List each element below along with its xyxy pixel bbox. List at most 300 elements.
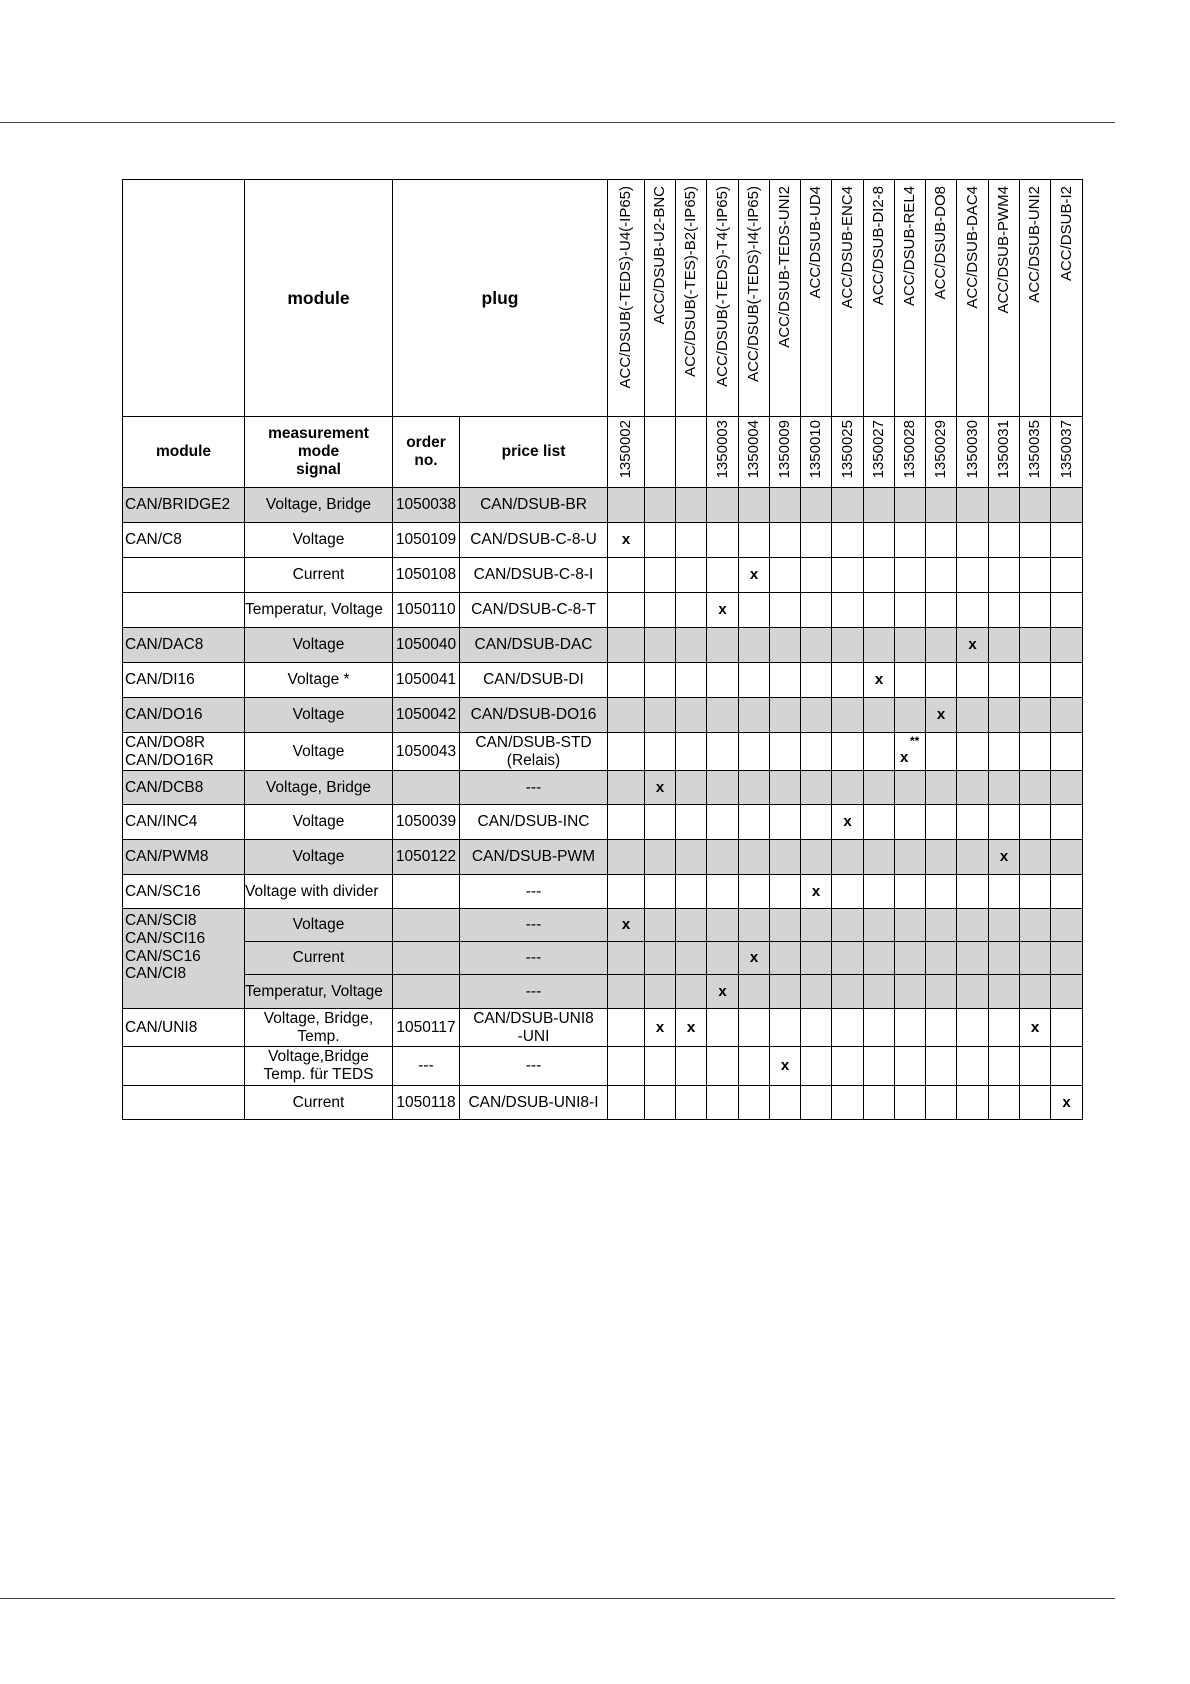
module-cell [123, 733, 245, 771]
compat-cell [608, 593, 645, 628]
plug-name: ACC/DSUB-I2 [1057, 186, 1075, 282]
compat-cell [801, 840, 832, 875]
module-name: CAN/DO8R [125, 733, 206, 751]
compat-cell [926, 975, 957, 1009]
order-no-cell [393, 558, 460, 593]
compat-cell [801, 698, 832, 733]
measurement-mode: Voltage [292, 916, 345, 934]
compat-cell [1020, 523, 1051, 558]
compat-cell [707, 698, 739, 733]
order-no: 1050040 [395, 636, 457, 654]
compat-cell [770, 523, 801, 558]
compat-cell [1051, 628, 1083, 663]
compat-cell [989, 1047, 1020, 1086]
compat-cell [926, 1009, 957, 1047]
compat-cell [707, 488, 739, 523]
header-order-no [393, 417, 460, 488]
compat-cell [676, 975, 707, 1009]
plug-name-header [895, 180, 926, 417]
compat-cell [676, 1047, 707, 1086]
compat-cell [1020, 771, 1051, 805]
footnote-mark: ** [910, 734, 920, 748]
plug-name-header [989, 180, 1020, 417]
compat-cell [770, 593, 801, 628]
compat-cell [926, 628, 957, 663]
compat-cell [832, 909, 864, 942]
compat-cell [707, 523, 739, 558]
compat-cell [832, 1009, 864, 1047]
measurement-mode-cell [245, 698, 393, 733]
compat-cell [832, 875, 864, 909]
compat-cell [895, 488, 926, 523]
compat-cell [707, 558, 739, 593]
compat-cell [739, 1009, 770, 1047]
plug-order-header [676, 417, 707, 488]
plug-name: ACC/DSUB-DAC4 [963, 186, 981, 309]
module-cell [123, 875, 245, 909]
order-no: 1050108 [395, 566, 457, 584]
module-name: CAN/DO16 [125, 706, 203, 724]
compat-cell [864, 1047, 895, 1086]
compat-cell [989, 698, 1020, 733]
compat-cell [770, 1009, 801, 1047]
order-no: --- [418, 1057, 434, 1075]
plug-order-no: 1350009 [776, 420, 794, 479]
compat-cell [895, 875, 926, 909]
compat-cell [645, 975, 676, 1009]
plug-order-no: 1350037 [1057, 420, 1075, 479]
plug-name: ACC/DSUB(-TES)-B2(-IP65) [682, 186, 700, 377]
order-no: 1050041 [395, 671, 457, 689]
compat-cell [1051, 840, 1083, 875]
compat-cell [770, 771, 801, 805]
compat-cell [608, 875, 645, 909]
compat-cell [676, 771, 707, 805]
price-list-cell [460, 698, 608, 733]
price-list-cell [460, 909, 608, 942]
compat-cell [739, 663, 770, 698]
compat-cell [645, 805, 676, 840]
order-no-cell [393, 1086, 460, 1120]
price-list-item: CAN/DSUB-DI [483, 671, 584, 689]
table-row [123, 1009, 1083, 1047]
compat-cell [989, 523, 1020, 558]
table-row [123, 733, 1083, 771]
plug-name-header [1020, 180, 1051, 417]
module-name: CAN/PWM8 [125, 848, 209, 866]
measurement-mode-cell [245, 805, 393, 840]
table-row [123, 698, 1083, 733]
compat-cell [608, 628, 645, 663]
compat-cell [801, 805, 832, 840]
compat-cell [645, 875, 676, 909]
plug-name: ACC/DSUB-UNI2 [1026, 186, 1044, 303]
compat-cell [676, 523, 707, 558]
price-list-cell [460, 1047, 608, 1086]
compat-cell [676, 593, 707, 628]
compat-cell [957, 805, 989, 840]
compat-cell [864, 840, 895, 875]
compat-cell [801, 558, 832, 593]
plug-order-header [864, 417, 895, 488]
compat-cell [645, 663, 676, 698]
module-name: CAN/BRIDGE2 [125, 496, 231, 514]
compat-cell [707, 1047, 739, 1086]
compat-cell [957, 523, 989, 558]
compat-cell [864, 1086, 895, 1120]
measurement-mode: Voltage with divider [245, 882, 379, 900]
compat-cell [957, 663, 989, 698]
module-name: CAN/INC4 [125, 813, 198, 831]
order-no-cell [393, 698, 460, 733]
plug-order-no: 1350002 [617, 420, 635, 479]
order-no-cell [393, 628, 460, 663]
price-list-item: CAN/DSUB-STD [475, 733, 592, 751]
compat-cell [707, 805, 739, 840]
module-name: CAN/SCI8 [125, 912, 197, 929]
compat-cell [707, 942, 739, 975]
compat-cell [770, 558, 801, 593]
compat-cell [864, 875, 895, 909]
compat-mark: x [999, 848, 1009, 866]
price-list-cell [460, 663, 608, 698]
plug-order-header [957, 417, 989, 488]
header-price-list: price list [460, 417, 608, 488]
compat-mark-cell [926, 698, 957, 733]
header-measurement-mode [245, 417, 393, 488]
plug-name: ACC/DSUB(-TEDS)-I4(-IP65) [745, 186, 763, 382]
compat-cell [739, 523, 770, 558]
compat-cell [801, 663, 832, 698]
compat-cell [801, 975, 832, 1009]
compat-mark-cell [608, 523, 645, 558]
compat-cell [1051, 875, 1083, 909]
compat-cell [832, 771, 864, 805]
compat-cell [895, 1009, 926, 1047]
header-module-sub: module [123, 417, 245, 488]
price-list-cell [460, 805, 608, 840]
compat-cell [1051, 593, 1083, 628]
header-measurement-line: signal [296, 460, 341, 478]
compat-cell [707, 663, 739, 698]
compat-cell [895, 840, 926, 875]
compat-cell [801, 1086, 832, 1120]
module-cell [123, 840, 245, 875]
table-row [123, 523, 1083, 558]
compat-cell [707, 1086, 739, 1120]
price-list-item: --- [525, 1057, 542, 1075]
compat-cell [895, 975, 926, 1009]
compat-cell [1020, 875, 1051, 909]
plug-name-header [739, 180, 770, 417]
compat-cell [707, 875, 739, 909]
plug-name-header [770, 180, 801, 417]
compat-cell [608, 975, 645, 1009]
compat-mark: x [749, 949, 759, 967]
compat-cell [1051, 698, 1083, 733]
module-name: CAN/DO16R [125, 751, 214, 769]
plug-name: ACC/DSUB-DO8 [932, 186, 950, 300]
header-empty-cell [123, 180, 245, 417]
price-list-item: CAN/DSUB-INC [477, 813, 590, 831]
compat-cell [645, 840, 676, 875]
measurement-mode: Current [292, 949, 345, 967]
module-name: CAN/CI8 [125, 965, 187, 983]
price-list-cell [460, 628, 608, 663]
compat-cell [676, 942, 707, 975]
compat-mark-cell [645, 771, 676, 805]
compat-cell [864, 698, 895, 733]
module-name: CAN/DI16 [125, 671, 195, 689]
order-no-cell [393, 771, 460, 805]
table-header-row-plugs [123, 180, 1083, 417]
price-list-item: --- [525, 882, 542, 900]
measurement-mode: Voltage [292, 706, 345, 724]
plug-order-no: 1350027 [870, 420, 888, 479]
compat-cell [608, 663, 645, 698]
price-list-item: CAN/DSUB-C-8-I [473, 566, 594, 584]
plug-name: ACC/DSUB-TEDS-UNI2 [776, 186, 794, 348]
compat-mark: x [718, 601, 727, 619]
measurement-mode-cell [245, 875, 393, 909]
compat-cell [832, 942, 864, 975]
table-row [123, 909, 1083, 942]
plug-order-header [989, 417, 1020, 488]
compat-cell [864, 975, 895, 1009]
measurement-mode-cell [245, 942, 393, 975]
compat-cell [864, 805, 895, 840]
table-row [123, 558, 1083, 593]
compat-cell [739, 875, 770, 909]
price-list-item: --- [525, 949, 542, 967]
order-no: 1050039 [395, 813, 457, 831]
compat-cell [707, 771, 739, 805]
measurement-mode: Current [292, 1093, 345, 1111]
compat-cell [801, 628, 832, 663]
compat-cell [707, 1009, 739, 1047]
measurement-mode: Voltage [292, 531, 345, 549]
compat-cell [801, 593, 832, 628]
compat-cell [926, 663, 957, 698]
order-no: 1050109 [395, 531, 457, 549]
compat-cell [832, 663, 864, 698]
compat-cell [957, 771, 989, 805]
compat-cell [1020, 698, 1051, 733]
compat-cell [832, 1047, 864, 1086]
compat-cell [895, 1086, 926, 1120]
module-cell [123, 663, 245, 698]
plug-name: ACC/DSUB-REL4 [901, 186, 919, 307]
header-order-line: order [406, 434, 446, 452]
measurement-mode-cell [245, 975, 393, 1009]
compat-mark-cell [989, 840, 1020, 875]
price-list-cell [460, 558, 608, 593]
compat-cell [1020, 1047, 1051, 1086]
compat-mark-cell [608, 909, 645, 942]
plug-order-no: 1350028 [901, 420, 919, 479]
measurement-mode: Voltage [292, 742, 345, 760]
compat-cell [801, 488, 832, 523]
compat-cell [832, 523, 864, 558]
measurement-mode-cell [245, 523, 393, 558]
compat-cell [864, 942, 895, 975]
compat-mark: x [655, 778, 665, 796]
compat-mark-cell [770, 1047, 801, 1086]
compat-cell [676, 488, 707, 523]
compat-cell [770, 733, 801, 771]
compat-cell [926, 909, 957, 942]
measurement-mode: Current [292, 566, 345, 584]
module-name: CAN/SCI16 [125, 929, 206, 947]
compat-cell [1051, 733, 1083, 771]
compat-cell [957, 1047, 989, 1086]
compat-cell [1020, 942, 1051, 975]
price-list-cell [460, 875, 608, 909]
compat-cell [926, 488, 957, 523]
compat-cell [1020, 1086, 1051, 1120]
measurement-mode: Temp. für TEDS [263, 1066, 374, 1083]
compat-cell [770, 663, 801, 698]
measurement-mode: Temp. [297, 1027, 340, 1045]
measurement-mode-cell [245, 1086, 393, 1120]
table-row [123, 805, 1083, 840]
compat-cell [989, 1086, 1020, 1120]
measurement-mode: Voltage [292, 848, 345, 866]
price-list-cell [460, 1086, 608, 1120]
price-list-cell [460, 771, 608, 805]
compat-cell [1020, 840, 1051, 875]
plug-order-no: 1350035 [1026, 420, 1044, 479]
module-cell [123, 1047, 245, 1086]
header-module: module [245, 180, 393, 417]
compat-mark-cell [739, 942, 770, 975]
compat-cell [957, 840, 989, 875]
compat-cell [1020, 909, 1051, 942]
header-rule [0, 122, 1115, 123]
compat-cell [864, 593, 895, 628]
compat-cell [832, 1086, 864, 1120]
compat-cell [1051, 488, 1083, 523]
plug-name: ACC/DSUB(-TEDS)-T4(-IP65) [713, 186, 731, 387]
compat-cell [770, 805, 801, 840]
module-name: CAN/C8 [125, 531, 182, 549]
plug-name: ACC/DSUB-DI2-8 [870, 186, 888, 306]
compat-cell [801, 909, 832, 942]
compat-cell [957, 909, 989, 942]
plug-name-header [801, 180, 832, 417]
compat-cell [770, 975, 801, 1009]
price-list-item: CAN/DSUB-BR [480, 496, 587, 514]
header-plug: plug [393, 180, 608, 417]
compat-cell [608, 942, 645, 975]
compat-cell [707, 840, 739, 875]
compat-cell [1020, 805, 1051, 840]
module-name: CAN/SC16 [125, 947, 201, 965]
compat-cell [676, 840, 707, 875]
table-row [123, 975, 1083, 1009]
table-row [123, 488, 1083, 523]
compat-cell [645, 698, 676, 733]
table-row [123, 1086, 1083, 1120]
price-list-item: CAN/DSUB-C-8-T [471, 601, 596, 619]
compat-mark-cell [676, 1009, 707, 1047]
module-name: CAN/DAC8 [125, 636, 204, 654]
order-no-cell [393, 805, 460, 840]
compat-cell [832, 698, 864, 733]
price-list-item: CAN/DSUB-DO16 [470, 706, 597, 724]
compat-cell [1051, 663, 1083, 698]
plug-name-header [1051, 180, 1083, 417]
measurement-mode: Voltage,Bridge [268, 1048, 369, 1066]
order-no: 1050042 [395, 706, 457, 724]
compat-mark: x [1062, 1093, 1071, 1111]
compat-cell [895, 628, 926, 663]
compat-mark: x [1030, 1018, 1040, 1036]
compat-cell [801, 733, 832, 771]
plug-order-header [801, 417, 832, 488]
header-order-line: no. [414, 452, 438, 469]
measurement-mode: Voltage, Bridge [265, 496, 372, 514]
compat-cell [989, 593, 1020, 628]
price-list-item: (Relais) [506, 751, 561, 769]
compat-mark: x [780, 1057, 790, 1075]
compat-cell [739, 805, 770, 840]
measurement-mode-cell [245, 1047, 393, 1086]
plug-order-no: 1350029 [932, 420, 950, 479]
module-cell [123, 909, 245, 1009]
compat-cell [832, 975, 864, 1009]
compat-mark-cell [957, 628, 989, 663]
compat-mark: x [749, 566, 759, 584]
compat-cell [645, 558, 676, 593]
compat-cell [895, 523, 926, 558]
compat-cell [832, 593, 864, 628]
measurement-mode: Voltage * [287, 671, 350, 689]
compat-cell [608, 771, 645, 805]
compat-cell [645, 593, 676, 628]
compat-cell [895, 1047, 926, 1086]
order-no: 1050122 [395, 848, 457, 866]
accessory-compatibility-table [122, 179, 1083, 1120]
compat-cell [989, 733, 1020, 771]
compat-cell [608, 1009, 645, 1047]
compat-cell [1020, 663, 1051, 698]
compat-cell [1051, 558, 1083, 593]
plug-order-header [832, 417, 864, 488]
compat-cell [895, 593, 926, 628]
measurement-mode: Voltage [292, 813, 345, 831]
compat-cell [1020, 593, 1051, 628]
plug-order-header [1051, 417, 1083, 488]
price-list-item: CAN/DSUB-PWM [471, 848, 596, 866]
order-no-cell [393, 909, 460, 942]
compat-cell [989, 628, 1020, 663]
compat-cell [739, 628, 770, 663]
compat-cell [957, 733, 989, 771]
plug-order-no: 1350010 [807, 420, 825, 479]
compat-cell [739, 698, 770, 733]
module-cell [123, 488, 245, 523]
module-name: CAN/UNI8 [125, 1018, 198, 1036]
compat-cell [864, 771, 895, 805]
compat-cell [645, 942, 676, 975]
plug-order-header [645, 417, 676, 488]
module-name: CAN/DCB8 [125, 778, 204, 796]
compat-cell [989, 875, 1020, 909]
compat-cell [864, 628, 895, 663]
header-measurement-line: measurement [268, 425, 369, 443]
compat-cell [926, 1086, 957, 1120]
